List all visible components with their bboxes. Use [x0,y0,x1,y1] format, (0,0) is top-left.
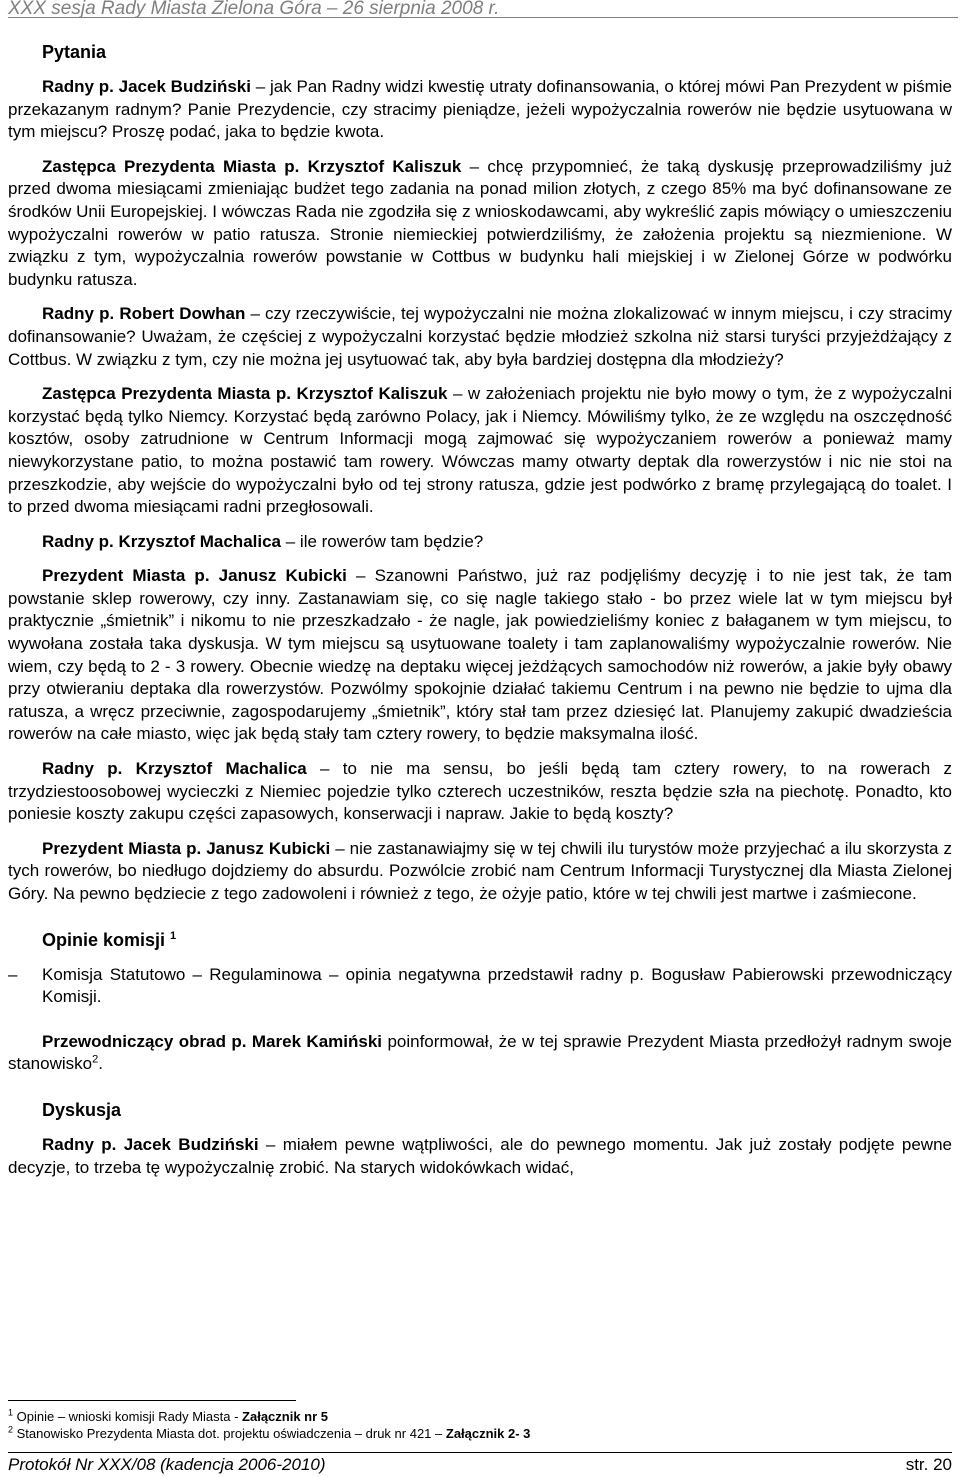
paragraph-a1 [8,156,952,292]
footnote-attachment: Załącznik nr 5 [242,1409,329,1424]
speech-text: – Szanowni Państwo, już raz podjęliśmy decyzję i to nie jest tak, że tam powstanie sklep rowerowy, czy inny. Zastanawiam się, co się nagle takiego stało - bo przez wiele lat w tym miejscu był praktycznie „śmietnik” i nikomu to nie przeszkadzało - że nagle, jak powiedzieliśmy koniec z bałaganem w tym miejscu, to wywołana została taka dyskusja. W tym miejscu są usytuowane toalety i tam zaplanowaliśmy wypożyczalnie rowerów. Nie wiem, czy będą to 2 - 3 rowery. Obecnie wiedzę na deptaku więcej jeżdżących samochodów niż rowerów, a jakie były obawy przy otwieraniu deptaka dla rowerzystów. Pozwólmy spokojnie działać takiemu Centrum i na pewno nie będzie to ujma dla ratusza, a wręcz przeciwnie, zagospodarujemy „śmietnik”, który stał tam przez dziesięć lat. Planujemy zakupić dwadzieścia rowerów na całe miasto, więc jak będą stały tam cztery rowery, to będzie maksymalna ilość. [8,566,952,744]
speaker-name: Radny p. Jacek Budziński [42,77,251,96]
speaker-name: Prezydent Miasta p. Janusz Kubicki [42,566,347,586]
document-title: XXX sesja Rady Miasta Zielona Góra – 26 sierpnia 2008 r. [8,0,500,19]
speech-text: – to nie ma sensu, bo jeśli będą tam cztery rowery, to na rowerach z trzydziestoosobowej wycieczki z Niemiec pojedzie tylko czterech uczestników, reszta będzie szła na piechotę. Ponadto, kto poniesie koszty zakupu części zapasowych, konserwacji i napraw. Jakie to będą koszty? [8,759,952,824]
speech-text: – w założeniach projektu nie było mowy o tym, że z wypożyczalni korzystać będą tylko Niemcy. Korzystać będą zarówno Polacy, jak i Niemcy. Mówiliśmy tylko, że ze względu na oszczędność kosztów, osoby zatrudnione w Centrum Informacji mogą zajmować się wypożyczaniem rowerów a ponieważ mamy niewykorzystane patio, to można postawić tam rowery. Wówczas mamy otwarty deptak dla rowerzystów i nic nie stoi na przeszkodzie, aby wejście do wypożyczalni było od tej strony ratusza, gdzie jest podwórko z bramę przylegającą do toalet. I to przed dwoma miesiącami radni przegłosowali. [8,384,952,517]
paragraph-a4 [8,838,952,906]
footnote-2 [8,1425,952,1442]
footer-rule [8,1452,952,1453]
speaker-name: Radny p. Robert Dowhan [42,304,246,324]
paragraph-chair [8,1031,952,1076]
speech-text: – miałem pewne wątpliwości, ale do pewnego momentu. Jak już zostały podjęte pewne decyzje, to trzeba tę wypożyczalnię zrobić. Na starych widokówkach widać, [8,1134,952,1177]
speaker-name: Radny p. Krzysztof Machalica [42,759,307,779]
section-heading-questions: Pytania [42,42,107,62]
document-body [8,40,952,1179]
paragraph-a2 [8,383,952,519]
opinion-text: Komisja Statutowo – Regulaminowa – opinia negatywna przedstawił radny p. Bogusław Pabierowski przewodniczący Komisji. [42,964,952,1007]
paragraph-q3 [8,531,952,554]
protocol-label: Protokół Nr XXX/08 (kadencja 2006-2010) [8,1455,326,1474]
paragraph-q1 [8,76,952,144]
speech-text: – chcę przypomnieć, że taką dyskusję przeprowadziliśmy już przed dwoma miesiącami zmieniając budżet tego zadania na ponad milion złotych, z czego 85% ma być dofinansowane ze środków Unii Europejskiej. I wówczas Rada nie zgodziła się z wnioskodawcami, aby wykreślić zapis mówiący o umieszczeniu wypożyczalni rowerów w patio ratusza. Stronie niemieckiej potwierdziliśmy, że założenia projektu są niezmienione. W związku z tym, wypożyczalnia rowerów powstanie w Cottbus w budynku hali miejskiej i w Zielonej Górze w podwórku budynku ratusza. [8,156,952,289]
footnote-number: 2 [8,1424,14,1435]
footnote-text: Stanowisko Prezydenta Miasta dot. projektu oświadczenia – druk nr 421 – [13,1426,446,1441]
page-footer [8,1452,952,1476]
speech-text: – jak Pan Radny widzi kwestię utraty dofinansowania, o której mówi Pan Prezydent w piśmie przekazanym radnym? Panie Prezydencie, czy stracimy pieniądze, jeżeli wypożyczalnia rowerów nie będzie usytuowana w tym miejscu? Proszę podać, jaka to będzie kwota. [8,77,952,142]
speaker-name: Prezydent Miasta p. Janusz Kubicki [42,838,331,858]
page-header [8,0,958,20]
footnote-attachment: Załącznik 2- 3 [445,1426,531,1441]
speech-text: – nie zastanawiajmy się w tej chwili ilu turystów może przyjechać a ilu skorzysta z tych rowerów, bo niedługo dojdziemy do absurdu. Pozwólcie zrobić nam Centrum Informacji Turystycznej dla Miasta Zielonej Góry. Na pewno będziecie z tego zadowoleni i również z tego, że ożyje patio, które w tej chwili jest martwe i zaśmiecone. [8,838,952,903]
footnote-separator [8,1400,296,1401]
paragraph-q2 [8,303,952,371]
paragraph-a3 [8,565,952,746]
header-rule [8,17,958,18]
speaker-name: Przewodniczący obrad p. Marek Kamiński [42,1031,383,1051]
footnotes [8,1408,952,1442]
opinion-list-item [8,964,952,1009]
footnote-ref-2: 2 [92,1053,99,1066]
paragraph-q4 [8,758,952,826]
section-heading-opinions [8,928,952,952]
speaker-name: Zastępca Prezydenta Miasta p. Krzysztof Kaliszuk [42,156,462,176]
footnote-1 [8,1408,952,1425]
footnote-number: 1 [8,1407,14,1418]
paragraph-d1 [8,1134,952,1179]
speech-text: – czy rzeczywiście, tej wypożyczalni nie można zlokalizować w innym miejscu, i czy stracimy dofinansowanie? Uważam, że częściej z wypożyczalni korzystać będzie młodzież szkolna niż starsi turyści przyjeżdżający z Cottbus. W związku z tym, czy nie można jej usytuować tak, aby była bardziej dostępna dla młodzieży? [8,304,952,369]
speaker-name: Zastępca Prezydenta Miasta p. Krzysztof Kaliszuk [42,384,448,404]
footnote-text: Opinie – wnioski komisji Rady Miasta - [13,1409,243,1424]
section-heading-discussion: Dyskusja [42,1099,122,1120]
speech-text: – ile rowerów tam będzie? [281,531,484,551]
dash-bullet: – [8,964,18,984]
page-number: str. 20 [905,1455,952,1474]
footnote-ref-1: 1 [170,929,177,942]
sentence-end: . [98,1054,103,1074]
speech-text: poinformował, że w tej sprawie Prezydent Miasta przedłożył radnym swoje stanowisko [8,1031,953,1074]
opinions-heading-text: Opinie komisji [42,929,166,950]
speaker-name: Radny p. Krzysztof Machalica [42,531,282,551]
speaker-name: Radny p. Jacek Budziński [42,1134,259,1154]
